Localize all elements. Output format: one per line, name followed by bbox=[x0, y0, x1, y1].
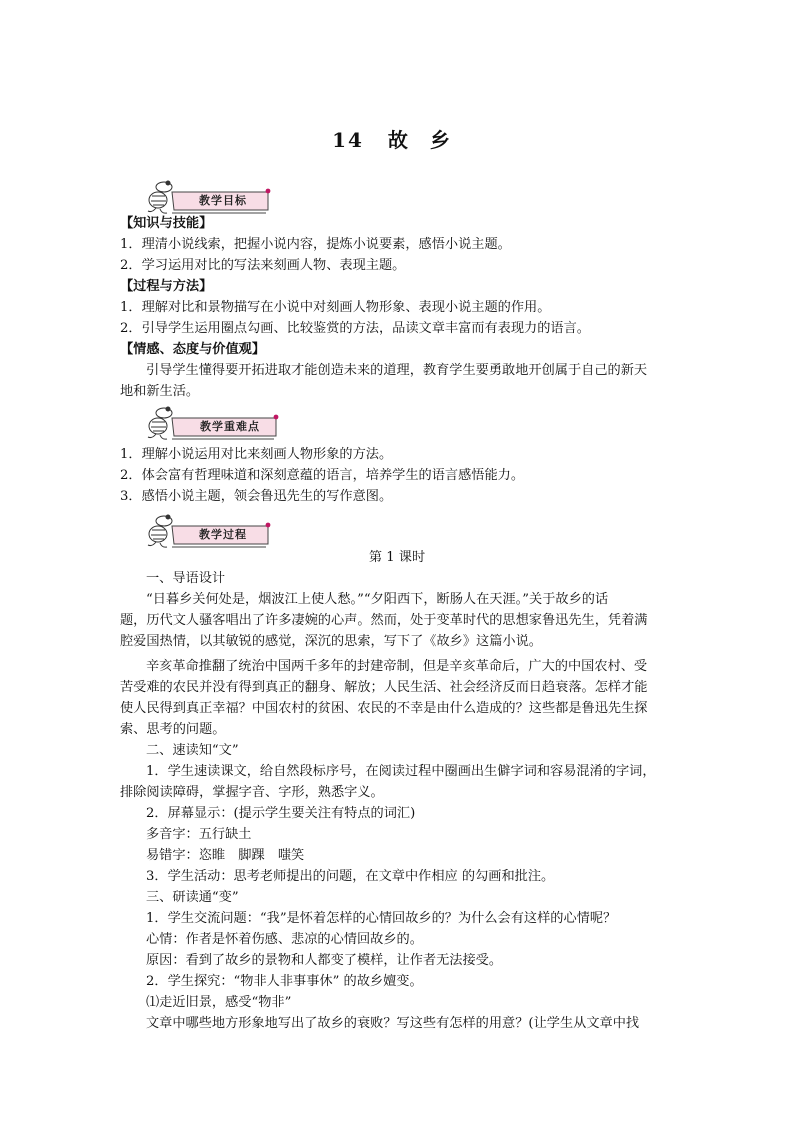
goal-knowledge-1: 1．理清小说线索，把握小说内容，提炼小说要素，感悟小说主题。 bbox=[120, 237, 511, 252]
section-title-difficulties: 教学重难点 bbox=[200, 420, 260, 433]
heading-emotion: 【情感、态度与价值观】 bbox=[120, 342, 266, 357]
heading-method: 【过程与方法】 bbox=[120, 279, 213, 294]
polyphone-line: 多音字：五行缺土 bbox=[146, 827, 252, 842]
goal-emotion-line-1: 引导学生懂得要开拓进取才能创造未来的道理，教育学生要勇敢地开创属于自己的新天 bbox=[146, 363, 648, 378]
difficulty-3: 3．感悟小说主题，领会鲁迅先生的写作意图。 bbox=[120, 489, 393, 504]
error-prone-line: 易错字：恣睢 脚踝 嗤笑 bbox=[146, 848, 305, 863]
item-study-2-sub-1: ⑴走近旧景，感受“物非” bbox=[146, 995, 292, 1010]
goal-emotion-line-2: 地和新生活。 bbox=[120, 384, 200, 399]
paragraph-2-line-4: 索、思考的问题。 bbox=[120, 722, 226, 737]
paragraph-1-line-1: “日暮乡关何处是，烟波江上使人愁。”“夕阳西下，断肠人在天涯。”关于故乡的话 bbox=[146, 592, 609, 607]
section-title-goals: 教学目标 bbox=[199, 194, 247, 207]
item-study-2-question: 文章中哪些地方形象地写出了故乡的衰败？写这些有怎样的用意？(让学生从文章中找 bbox=[146, 1016, 640, 1031]
goal-method-2: 2．引导学生运用圈点勾画、比较鉴赏的方法，品读文章丰富而有表现力的语言。 bbox=[120, 321, 590, 336]
heading-knowledge: 【知识与技能】 bbox=[120, 216, 213, 231]
paragraph-2-line-2: 苦受难的农民并没有得到真正的翻身、解放；人民生活、社会经济反而日趋衰落。怎样才能 bbox=[120, 680, 648, 695]
goal-method-1: 1．理解对比和景物描写在小说中对刻画人物形象、表现小说主题的作用。 bbox=[120, 300, 551, 315]
difficulty-1: 1．理解小说运用对比来刻画人物形象的方法。 bbox=[120, 447, 393, 462]
paragraph-1-line-2: 题，历代文人骚客唱出了许多凄婉的心声。然而，处于变革时代的思想家鲁迅先生，凭着满 bbox=[120, 613, 648, 628]
item-speedread-3: 3．学生活动：思考老师提出的问题，在文章中作相应 的勾画和批注。 bbox=[146, 869, 555, 884]
section-title-process: 教学过程 bbox=[199, 528, 247, 541]
item-speedread-1-line-1: 1．学生速读课文，给自然段标序号，在阅读过程中圈画出生僻字词和容易混淆的字词， bbox=[146, 764, 656, 779]
item-study-1-mood: 心情：作者是怀着伤感、悲凉的心情回故乡的。 bbox=[146, 932, 423, 947]
section-banner-process bbox=[146, 512, 272, 550]
step-heading-3: 三、研读通“变” bbox=[146, 890, 239, 905]
section-banner-difficulties bbox=[146, 404, 280, 442]
goal-knowledge-2: 2．学习运用对比的写法来刻画人物、表现主题。 bbox=[120, 258, 406, 273]
page-title: 14 故 乡 bbox=[332, 128, 452, 152]
item-speedread-1-line-2: 排除阅读障碍，掌握字音、字形，熟悉字义。 bbox=[120, 785, 384, 800]
item-study-1: 1．学生交流问题：“我”是怀着怎样的心情回故乡的？为什么会有这样的心情呢？ bbox=[146, 911, 617, 926]
item-study-2: 2．学生探究：“物非人非事事休” 的故乡嬗变。 bbox=[146, 974, 423, 989]
paragraph-2-line-3: 使人民得到真正幸福？中国农村的贫困、农民的不幸是由什么造成的？这些都是鲁迅先生探 bbox=[120, 701, 648, 716]
paragraph-2-line-1: 辛亥革命推翻了统治中国两千多年的封建帝制，但是辛亥革命后，广大的中国农村、受 bbox=[146, 659, 648, 674]
section-banner-goals bbox=[146, 178, 272, 216]
item-speedread-2: 2．屏幕显示：(提示学生要关注有特点的词汇) bbox=[146, 806, 416, 821]
step-heading-2: 二、速读知“文” bbox=[146, 743, 239, 758]
item-study-1-reason: 原因：看到了故乡的景物和人都变了模样，让作者无法接受。 bbox=[146, 953, 503, 968]
step-heading-1: 一、导语设计 bbox=[146, 571, 226, 586]
paragraph-1-line-3: 腔爱国热情，以其敏锐的感觉，深沉的思索，写下了《故乡》这篇小说。 bbox=[120, 634, 542, 649]
lesson-label: 第 1 课时 bbox=[368, 550, 426, 565]
difficulty-2: 2．体会富有哲理味道和深刻意蕴的语言，培养学生的语言感悟能力。 bbox=[120, 468, 525, 483]
